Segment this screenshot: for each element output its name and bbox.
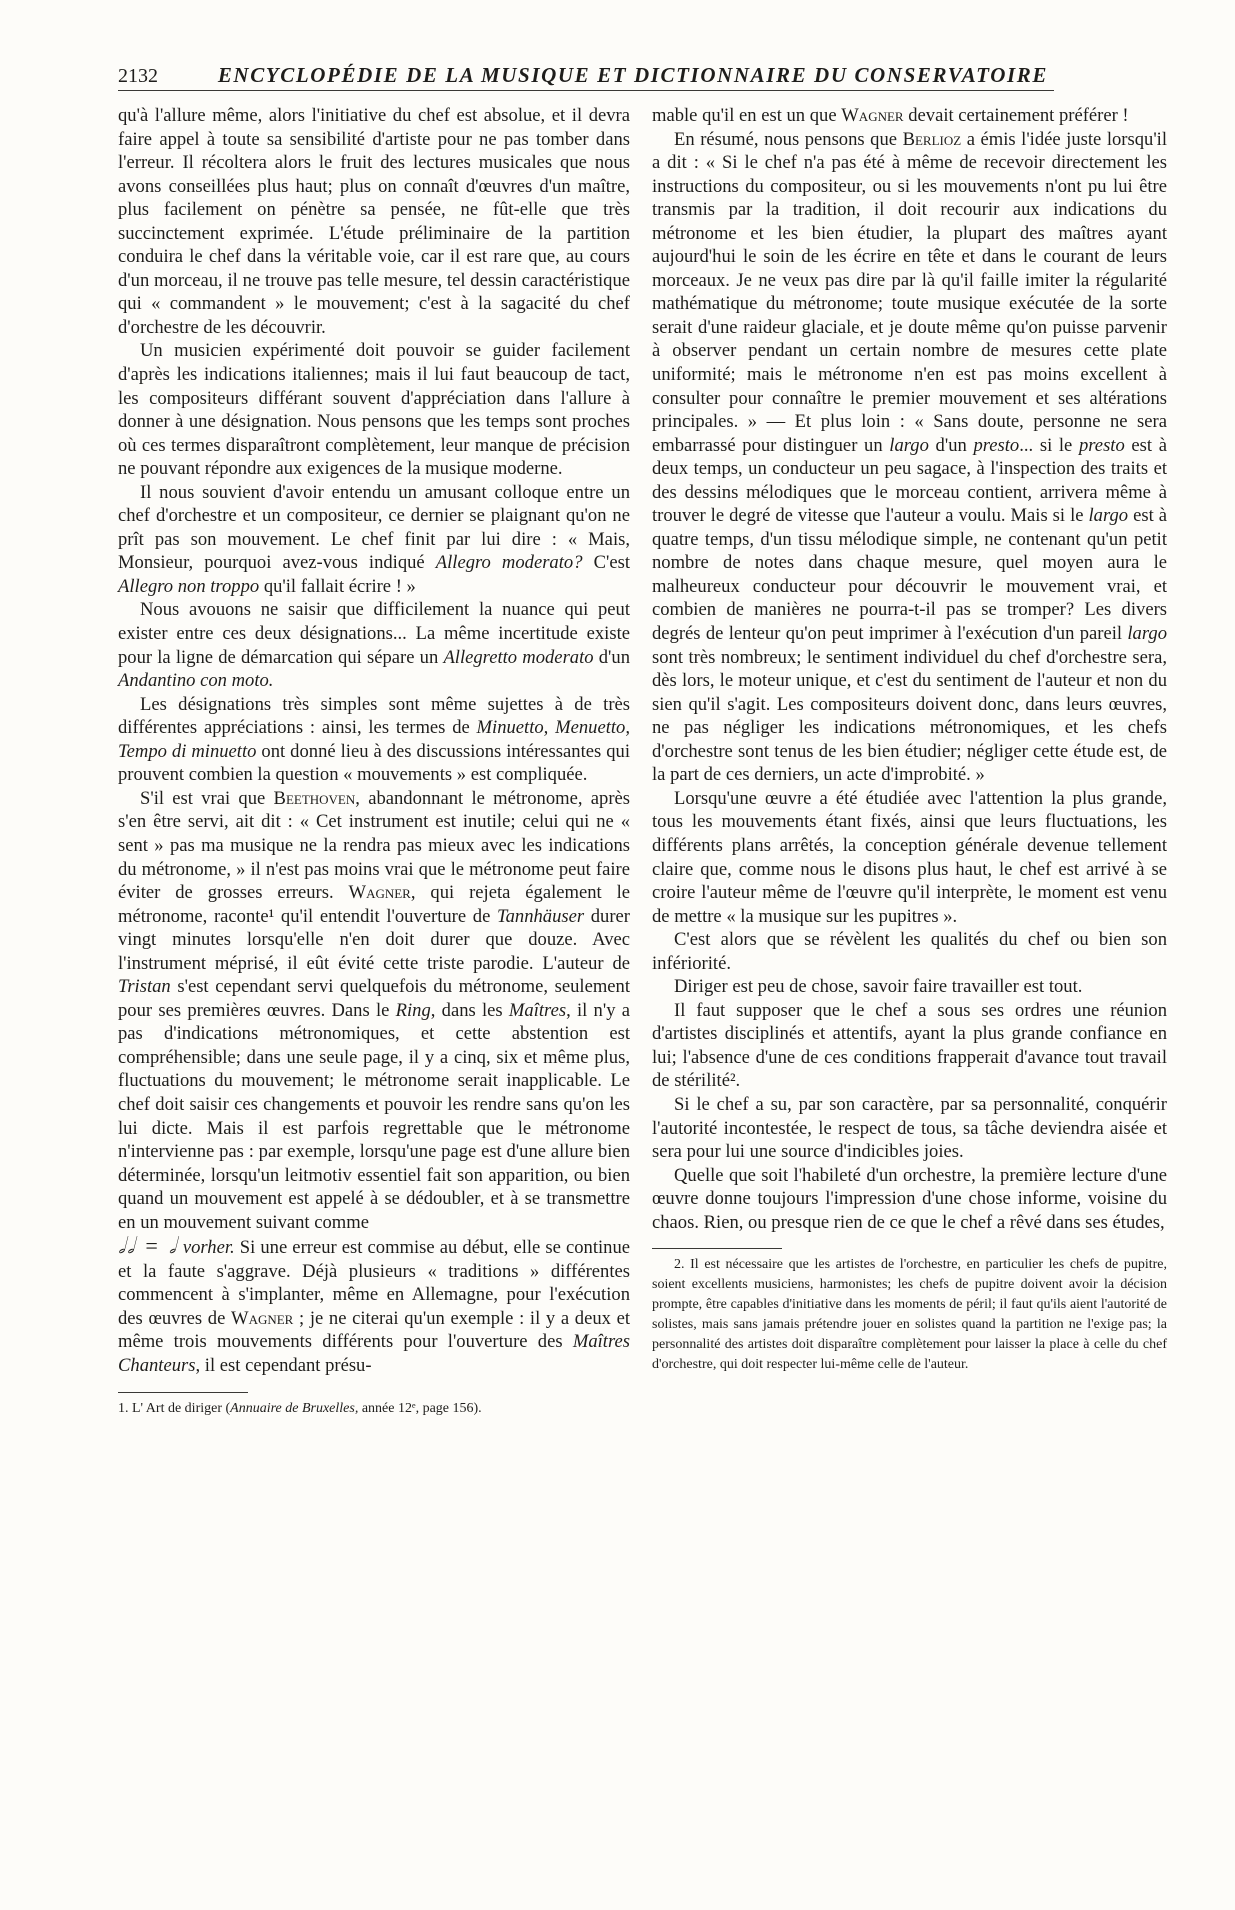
paragraph: C'est alors que se révèlent les qualités du chef ou bien son infériorité. <box>652 929 1167 974</box>
italic-term: Allegro moderato? <box>435 552 583 574</box>
italic-term: Tristan <box>118 976 171 998</box>
composer-name: Wagner <box>348 882 411 904</box>
paragraph: Nous avouons ne saisir que difficilement la nuance qui peut exister entre ces deux désignations... La même incertitude existe pour la ligne de démarcation qui sépare un Allegretto moderato d'un Andantino con moto. <box>118 599 630 692</box>
paragraph: Lorsqu'une œuvre a été étudiée avec l'attention la plus grande, tous les mouvements étant fixés, ainsi que leurs fluctuations, les différents plans arrêtés, la conception générale devenue tellement claire que, comme nous le disons plus haut, le chef est arrivé à se croire l'auteur même de l'œuvre qu'il interprète, le moment est venu de mettre « la musique sur les pupitres ». <box>652 787 1167 927</box>
paragraph: mable qu'il en est un que Wagner devait certainement préférer ! <box>652 105 1129 126</box>
italic-term: Maîtres Chanteurs <box>118 1331 630 1376</box>
paragraph: Quelle que soit l'habileté d'un orchestre, la première lecture d'une œuvre donne toujours l'impression d'une chose informe, voisine du chaos. Rien, ou presque rien de ce que le chef a rêvé dans ses études, <box>652 1164 1167 1233</box>
footnote-2: 2. Il est nécessaire que les artistes de l'orchestre, en particulier les chefs de pupitre, soient excellents musiciens, harmonistes; les chefs de pupitre doivent avoir la décision prompte, être capables d'initiative dans les moments de péril; il faut qu'ils aient l'autorité de solistes, mais sans jamais prétendre jouer en solistes quand la partition ne l'exige pas; la personnalité des artistes doit disparaître complètement pour laisser la place à celle du chef d'orchestre, qui doit respecter lui-même celle de l'auteur. <box>652 1257 1167 1373</box>
right-column <box>652 104 1167 1375</box>
paragraph: Diriger est peu de chose, savoir faire travailler est tout. <box>674 976 1083 998</box>
paragraph: En résumé, nous pensons que Berlioz a émis l'idée juste lorsqu'il a dit : « Si le chef n'a pas été à même de recevoir directement les instructions du compositeur, ou si les mouvements n'ont pu lui être transmis par la tradition, il doit recourir aux indications du métronome et les bien étudier, la plupart des maîtres ayant aujourd'hui le soin de les écrire en tête et dans le courant de leurs morceaux. Je ne veux pas dire par là qu'il faille imiter la régularité mathématique du métronome; toute musique exécutée de la sorte serait d'une raideur glaciale, et je doute même qu'on puisse parvenir à observer pendant un certain nombre de mesures cette plate uniformité; mais le métronome n'en est pas moins excellent à consulter pour connaître le premier mouvement et ses altérations principales. » — Et plus loin : « Sans doute, personne ne sera embarrassé pour distinguer un largo d'un presto... si le presto est à deux temps, un conducteur un peu sagace, à l'inspection des traits et des dessins mélodiques que le morceau contient, arrivera même à trouver le degré de vitesse que l'auteur a voulu. Mais si le largo est à quatre temps, d'un tissu mélodique simple, ne contenant qu'un petit nombre de notes dans chaque mesure, quel moyen aura le malheureux conducteur pour découvrir le mouvement vrai, et combien de manières ne pourra-t-il pas se tromper? Les divers degrés de lenteur qu'on peut imprimer à l'exécution d'un pareil largo sont très nombreux; le sentiment individuel du chef d'orchestre sera, dès lors, le moteur unique, et c'est du sentiment de l'auteur et non du sien qu'il s'agit. Les compositeurs doivent donc, dans leurs œuvres, ne pas négliger les indications métronomiques, et les chefs d'orchestre sont tenus de les bien étudier; négliger cette étude est, de la part de ces derniers, un acte d'improbité. » <box>652 128 1167 786</box>
page-header <box>118 62 1054 91</box>
italic-term: Tannhäuser <box>496 905 585 927</box>
italic-term: Ring <box>395 999 431 1021</box>
italic-term: largo <box>1088 505 1129 527</box>
page-number: 2132 <box>118 65 158 87</box>
paragraph: Si le chef a su, par son caractère, par sa personnalité, conquérir l'autorité incontestée, le respect de tous, sa tâche deviendra aisée et sera pour lui une source d'indicibles joies. <box>652 1093 1167 1163</box>
italic-term: vorher. <box>182 1237 235 1259</box>
footnote-rule <box>118 1392 248 1393</box>
italic-term: Allegretto moderato <box>443 646 594 668</box>
footnote-1: 1. L' Art de diriger (Annuaire de Bruxelles, année 12ᵉ, page 156). <box>118 1400 482 1416</box>
italic-term: Minuetto, Menuetto, Tempo di minuetto <box>118 717 630 762</box>
note-equation-symbol: 𝅗𝅥𝅗𝅥 = 𝅗𝅥 <box>118 1233 178 1259</box>
composer-name: Beethoven <box>273 787 356 809</box>
paragraph: Un musicien expérimenté doit pouvoir se guider facilement d'après les indications italiennes; mais il lui faut beaucoup de tact, les compositeurs différant souvent d'appréciation dans l'allure à donner à une désignation. Nous pensons que les temps sont proches où ces termes disparaîtront complètement, leur manque de précision ne pouvant répondre aux exigences de la musique moderne. <box>118 340 630 480</box>
italic-term: presto <box>973 434 1020 456</box>
footnote-rule <box>652 1248 782 1249</box>
paragraph: 𝅗𝅥𝅗𝅥 = 𝅗𝅥 vorher. Si une erreur est commise au début, elle se continue et la faute s'aggrave. Déjà plusieurs « traditions » différentes commencent à s'implanter, même en Allemagne, pour l'exécution des œuvres de Wagner ; je ne citerai qu'un exemple : il y a deux et même trois mouvements différents pour l'ouverture des Maîtres Chanteurs, il est cependant présu- <box>118 1233 631 1376</box>
composer-name: Berlioz <box>902 128 962 150</box>
paragraph: qu'à l'allure même, alors l'initiative du chef est absolue, et il devra faire appel à toute sa sensibilité d'artiste pour ne pas tomber dans l'erreur. Il récoltera alors le fruit des lectures musicales que nous avons conseillées plus haut; plus on connaît d'œuvres d'un maître, plus facilement on pénètre sa pensée, ne fût-elle que très succinctement exprimée. L'étude préliminaire de la partition conduira le chef dans la véritable voie, car il est rare que, au cours d'un morceau, il ne trouve pas telle mesure, tel dessin caractéristique qui « commandent » le mouvement; c'est à la sagacité du chef d'orchestre de les découvrir. <box>118 105 630 338</box>
italic-term: Allegro non troppo <box>118 575 260 597</box>
paragraph: Il faut supposer que le chef a sous ses ordres une réunion d'artistes disciplinés et attentifs, ayant la plus grande confiance en lui; l'absence d'une de ces conditions frapperait d'avance tout travail de stérilité². <box>652 999 1167 1092</box>
paragraph: Il nous souvient d'avoir entendu un amusant colloque entre un chef d'orchestre et un compositeur, ce dernier se plaignant qu'on ne prît pas son mouvement. Le chef finit par lui dire : « Mais, Monsieur, pourquoi avez-vous indiqué Allegro moderato? C'est Allegro non troppo qu'il fallait écrire ! » <box>118 481 630 597</box>
italic-term: presto <box>1078 434 1125 456</box>
left-column <box>118 104 630 1419</box>
composer-name: Wagner <box>231 1307 294 1329</box>
paragraph: S'il est vrai que Beethoven, abandonnant le métronome, après s'en être servi, ait dit : « Cet instrument est inutile; celui qui ne « sent » pas ma musique ne la rendra pas mieux avec les indications du métronome, » il n'est pas moins vrai que le métronome peut faire éviter de grosses erreurs. Wagner, qui rejeta également le métronome, raconte¹ qu'il entendit l'ouverture de Tannhäuser durer vingt minutes lorsqu'elle n'en doit durer que douze. Avec l'instrument méprisé, il eût évité cette triste parodie. L'auteur de Tristan s'est cependant servi quelquefois du métronome, seulement pour ses premières œuvres. Dans le Ring, dans les Maîtres, il n'y a pas d'indications métronomiques, et cette abstention est compréhensible; dans une seule page, il y a cinq, six et même plus, fluctuations du mouvement; le métronome serait inapplicable. Le chef doit saisir ces changements et pouvoir les rendre sans qu'on les lui dicte. Mais il est parfois regrettable que le métronome n'intervienne pas : par exemple, lorsqu'une page est d'une allure bien déterminée, lorsqu'un leitmotiv essentiel fait son apparition, ou bien quand un mouvement est appelé à se dédoubler, et à se transmettre en un mouvement suivant comme <box>118 787 631 1233</box>
italic-term: Maîtres <box>508 999 567 1021</box>
italic-term: Andantino con moto. <box>118 670 274 692</box>
composer-name: Wagner <box>841 105 904 126</box>
running-title: ENCYCLOPÉDIE DE LA MUSIQUE ET DICTIONNAIRE DU CONSERVATOIRE <box>217 63 1048 87</box>
paragraph: Les désignations très simples sont même sujettes à de très différentes appréciations : ainsi, les termes de Minuetto, Menuetto, Tempo di minuetto ont donné lieu à des discussions intéressantes qui prouvent combien la question « mouvements » est compliquée. <box>118 693 630 786</box>
italic-term: largo <box>1127 623 1167 645</box>
italic-term: largo <box>889 434 929 456</box>
